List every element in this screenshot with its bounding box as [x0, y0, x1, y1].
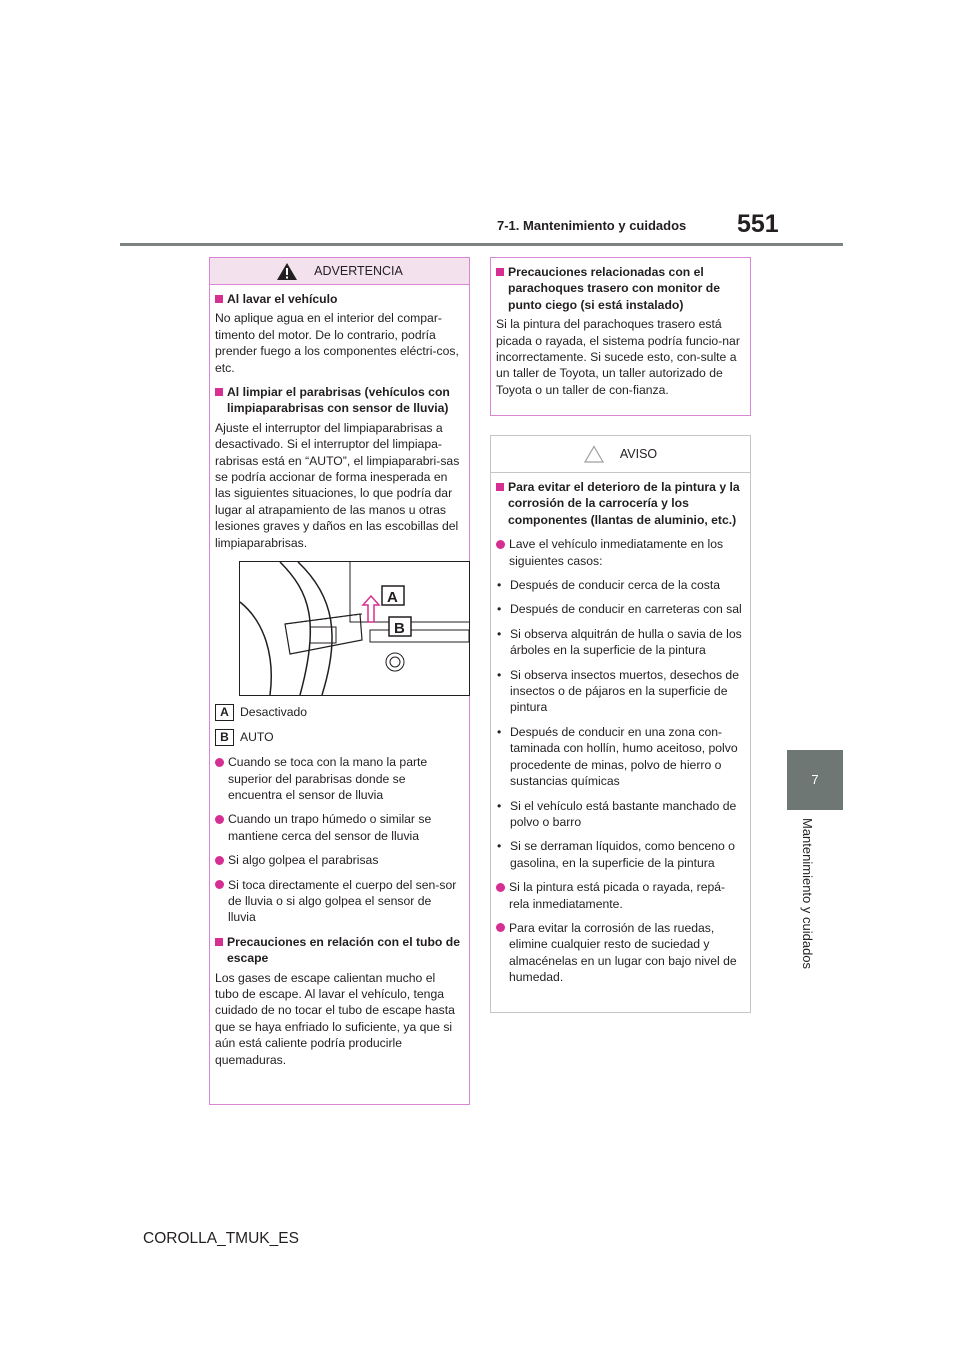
- sub-list-item: • Si observa insectos muertos, desechos de insectos o de pájaros en la superficie de pintura: [497, 667, 739, 715]
- caution-triangle-icon: [584, 445, 604, 463]
- sub-list-item: • Después de conducir cerca de la costa: [497, 578, 721, 593]
- list-item: Si la pintura está picada o rayada, repá-rela inmediatamente.: [496, 879, 743, 912]
- warning-heading-windshield: Al limpiar el parabrisas (vehículos con limpiaparabrisas con sensor de lluvia): [215, 384, 462, 417]
- square-bullet-icon: [496, 268, 504, 276]
- square-bullet-icon: [215, 388, 223, 396]
- square-bullet-icon: [496, 483, 504, 491]
- list-item: Si algo golpea el parabrisas: [215, 852, 462, 868]
- notice-heading-paint: Para evitar el deterioro de la pintura y la corrosión de la carrocería y los componentes (llantas de aluminio, etc.): [496, 479, 743, 528]
- square-bullet-icon: [215, 295, 223, 303]
- notice-title: AVISO: [619, 447, 658, 461]
- list-item: Si toca directamente el cuerpo del sen-sor de lluvia o si algo golpea el sensor de lluvia: [215, 877, 462, 926]
- label-off: A Desactivado: [215, 704, 462, 721]
- document-id: COROLLA_TMUK_ES: [143, 1230, 299, 1247]
- chapter-side-title: Mantenimiento y cuidados: [800, 818, 815, 970]
- square-bullet-icon: [215, 938, 223, 946]
- warning-text-bumper: Si la pintura del parachoques trasero está picada o rayada, el sistema podría funcio-nar incorrectamente. Si sucede esto, con-sulte a un taller de Toyota, un taller autorizado de Toyota o un taller de con-fianza.: [496, 317, 740, 397]
- bullet-dot-icon: [215, 880, 224, 889]
- bullet-dot-icon: [215, 758, 224, 767]
- bullet-dot-icon: [215, 815, 224, 824]
- wiper-switch-illustration: [239, 561, 470, 696]
- header-rule: [120, 243, 843, 246]
- sub-list-item: • Si observa alquitrán de hulla o savia de los árboles en la superficie de la pintura: [497, 626, 742, 658]
- list-item: Cuando se toca con la mano la parte superior del parabrisas donde se encuentra el sensor de lluvia: [215, 754, 462, 803]
- notice-box: [490, 435, 751, 1013]
- warning-text-exhaust: Los gases de escape calientan mucho el tubo de escape. Al lavar el vehículo, tenga cuidado de no tocar el tubo de escape hasta que se haya enfriado lo suficiente, ya que si aún está caliente podría producirle quemaduras.: [215, 970, 455, 1067]
- warning-text-windshield: Ajuste el interruptor del limpiaparabrisas a desactivado. Si el interruptor del limpiapa-rabrisas está en “AUTO”, el limpiaparabri-sas se podría accionar de forma inesperada en las siguientes situaciones, lo que podría dar lugar al atrapamiento de las manos u otras lesiones graves y daños en las escobillas del limpiaparabrisas.: [215, 420, 460, 550]
- bullet-dot-icon: [496, 883, 505, 892]
- bullet-dot-icon: [496, 923, 505, 932]
- warning-text-wash: No aplique agua en el interior del compar-timento del motor. De lo contrario, podría prender fuego a los componentes eléctri-cos, etc.: [215, 311, 459, 375]
- sub-list-item: • Después de conducir en carreteras con sal: [497, 602, 742, 617]
- warning-box: [209, 257, 470, 1105]
- warning-heading-wash: Al lavar el vehículo: [215, 291, 462, 307]
- warning-triangle-icon: [276, 262, 298, 281]
- bullet-dot-icon: [215, 856, 224, 865]
- sub-list-item: • Si el vehículo está bastante manchado de polvo o barro: [497, 798, 737, 829]
- label-auto: B AUTO: [215, 729, 462, 746]
- chapter-number: 7: [811, 772, 819, 787]
- warning-heading-exhaust: Precauciones en relación con el tubo de escape: [215, 934, 462, 967]
- key-a: A: [215, 704, 234, 721]
- list-item: Lave el vehículo inmediatamente en los siguientes casos:: [496, 536, 743, 569]
- svg-text:A: A: [387, 589, 398, 607]
- sub-list-item: • Después de conducir en una zona con-taminada con hollín, humo aceitoso, polvo procedente de minas, polvo de hierro o sustancias químicas: [497, 724, 738, 789]
- key-b: B: [215, 729, 234, 746]
- warning-heading-bumper: Precauciones relacionadas con el parachoques trasero con monitor de punto ciego (si está instalado): [496, 264, 743, 313]
- warning-continued-box: [490, 257, 751, 416]
- warning-header: [210, 258, 469, 285]
- warning-title: ADVERTENCIA: [314, 264, 403, 278]
- page-number: 551: [737, 210, 779, 238]
- list-item: Cuando un trapo húmedo o similar se mantiene cerca del sensor de lluvia: [215, 811, 462, 844]
- notice-header: [491, 436, 750, 473]
- chapter-tab: [787, 750, 843, 810]
- list-item: Para evitar la corrosión de las ruedas, elimine cualquier resto de suciedad y almacénelas en un lugar con bajo nivel de humedad.: [496, 920, 743, 986]
- svg-text:B: B: [394, 620, 405, 638]
- bullet-dot-icon: [496, 540, 505, 549]
- section-title: 7-1. Mantenimiento y cuidados: [497, 218, 687, 233]
- sub-list-item: • Si se derraman líquidos, como benceno o gasolina, en la superficie de la pintura: [497, 839, 735, 870]
